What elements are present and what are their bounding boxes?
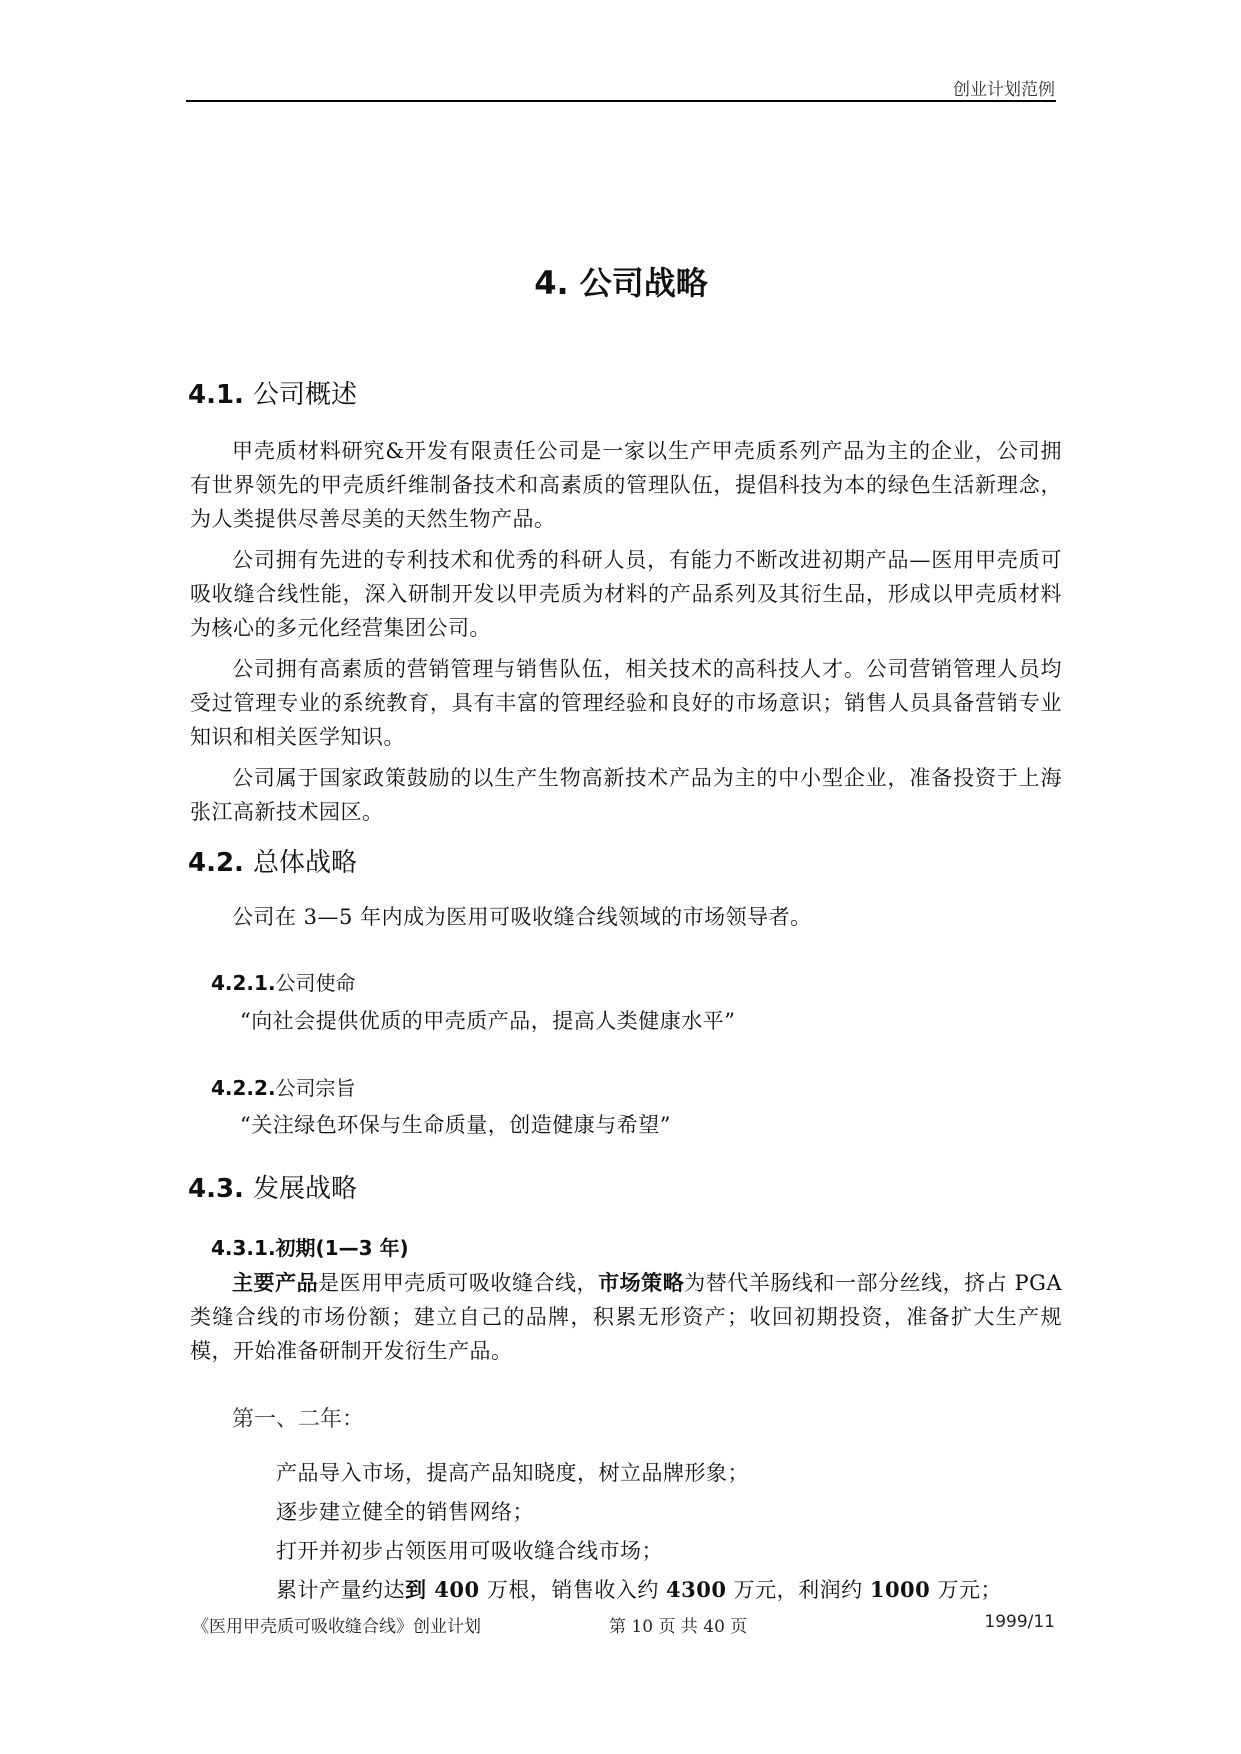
paragraph: 公司拥有高素质的营销管理与销售队伍，相关技术的高科技人才。公司营销管理人员均受过管理专业的系统教育，具有丰富的管理经验和良好的市场意识；销售人员具备营销专业知识和相关医学知识。 — [190, 657, 1062, 749]
list-item: 打开并初步占领医用可吸收缝合线市场； — [276, 1539, 663, 1563]
list-item-text: 万元； — [930, 1578, 1002, 1602]
bold-term: 市场策略 — [598, 1270, 685, 1295]
subsection-title: 公司使命 — [275, 971, 356, 995]
paragraph — [190, 1266, 1062, 1368]
list-item-text: 累计产量约达 — [276, 1578, 405, 1602]
paragraph: 公司属于国家政策鼓励的以生产生物高新技术产品为主的中小型企业，准备投资于上海张江高新技术园区。 — [190, 766, 1062, 824]
section-title: 总体战略 — [253, 848, 358, 878]
section-heading-4-1 — [188, 374, 357, 411]
year-label: 第一、二年： — [232, 1407, 365, 1432]
list-item: 逐步建立健全的销售网络； — [276, 1500, 534, 1524]
subsection-title: 初期(1—3 年) — [275, 1236, 409, 1260]
footer-document-title: 《医用甲壳质可吸收缝合线》创业计划 — [192, 1617, 481, 1637]
subsection-title: 公司宗旨 — [275, 1076, 356, 1100]
paragraph: 公司拥有先进的专利技术和优秀的科研人员，有能力不断改进初期产品—医用甲壳质可吸收缝合线性能，深入研制开发以甲壳质为材料的产品系列及其衍生品，形成以甲壳质材料为核心的多元化经营集团公司。 — [190, 548, 1062, 640]
section-title: 发展战略 — [253, 1174, 358, 1204]
bold-term: 主要产品 — [232, 1270, 319, 1295]
section-number: 4.3. — [188, 1174, 244, 1204]
subsection-number: 4.2.2. — [211, 1076, 276, 1100]
header-divider — [186, 100, 1056, 102]
paragraph-text: 为替代羊肠线和一部分丝线，挤占 PGA 类缝合线的市场份额；建立自己的品牌，积累无形资产；收回初期投资，准备扩大生产规模，开始准备研制开发衍生产品。 — [190, 1271, 1063, 1363]
list-item — [276, 1573, 1002, 1607]
bold-figure: 到 400 — [405, 1577, 480, 1602]
mission-quote: “向社会提供优质的甲壳质产品，提高人类健康水平” — [240, 1009, 736, 1033]
bold-figure: 1000 — [869, 1577, 931, 1602]
bold-figure: 4300 — [666, 1577, 727, 1602]
subsection-heading-4-3-1 — [211, 1232, 409, 1261]
section-heading-4-2 — [188, 842, 357, 879]
footer-page-number: 第 10 页 共 40 页 — [609, 1617, 748, 1637]
list-item-text: 万根，销售收入约 — [479, 1578, 667, 1602]
purpose-quote: “关注绿色环保与生命质量，创造健康与希望” — [240, 1113, 671, 1137]
section-title: 公司概述 — [253, 380, 358, 410]
subsection-heading-4-2-2 — [211, 1072, 356, 1101]
subsection-number: 4.2.1. — [211, 971, 276, 995]
paragraph: 甲壳质材料研究&开发有限责任公司是一家以生产甲壳质系列产品为主的企业，公司拥有世界领先的甲壳质纤维制备技术和高素质的管理队伍，提倡科技为本的绿色生活新理念，为人类提供尽善尽美的天然生物产品。 — [190, 439, 1062, 531]
section-number: 4.2. — [188, 848, 244, 878]
footer-date: 1999/11 — [984, 1612, 1055, 1632]
subsection-heading-4-2-1 — [211, 967, 356, 996]
paragraph: 公司在 3—5 年内成为医用可吸收缝合线领域的市场领导者。 — [232, 905, 812, 929]
list-item: 产品导入市场，提高产品知晓度，树立品牌形象； — [276, 1461, 749, 1485]
running-header: 创业计划范例 — [953, 80, 1055, 100]
section-number: 4.1. — [188, 380, 244, 410]
paragraph-text: 是医用甲壳质可吸收缝合线， — [318, 1271, 599, 1295]
subsection-number: 4.3.1. — [211, 1236, 276, 1260]
list-item-text: 万元，利润约 — [726, 1578, 870, 1602]
section-heading-4-3 — [188, 1168, 357, 1205]
chapter-title: 4. 公司战略 — [534, 264, 708, 302]
